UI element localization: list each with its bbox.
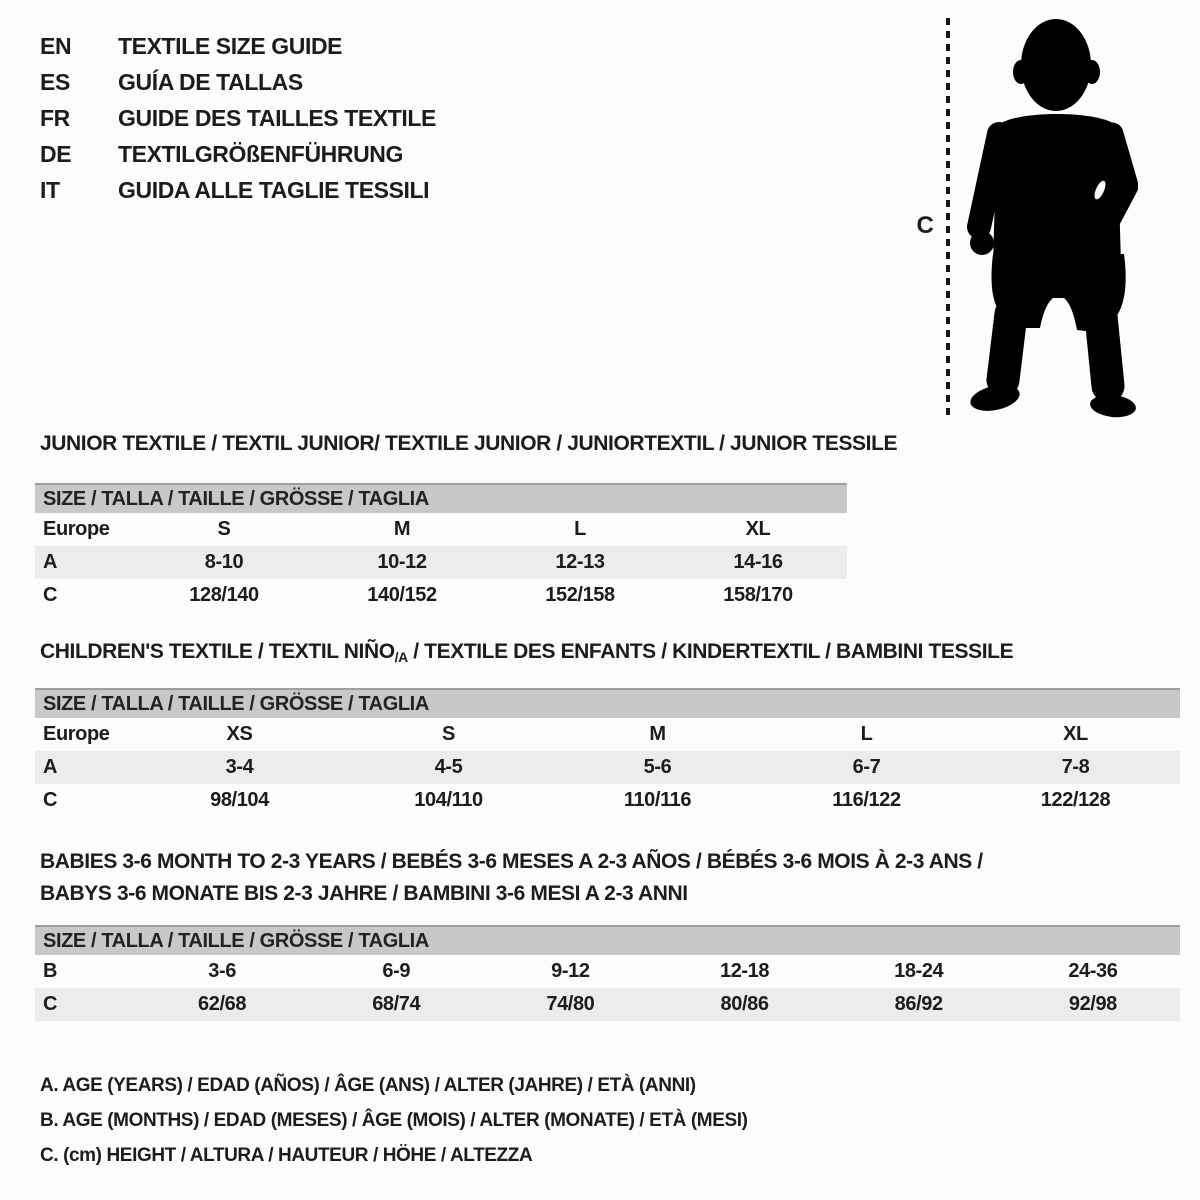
size-table-header-row [35, 689, 1180, 718]
size-cell: 152/158 [545, 584, 615, 606]
size-cell: 104/110 [414, 789, 483, 811]
size-cell: 68/74 [309, 988, 483, 1021]
measure-label-c: C [916, 212, 934, 239]
table-row [35, 955, 1180, 988]
table-row [35, 784, 1180, 817]
language-row-en [40, 28, 436, 64]
language-row-de [40, 136, 436, 172]
size-cell: L [574, 518, 586, 540]
size-cell: 18-24 [894, 960, 944, 982]
language-code: IT [40, 176, 60, 203]
size-cell: 5-6 [553, 751, 762, 784]
size-table-header: SIZE / TALLA / TAILLE / GRÖSSE / TAGLIA [35, 926, 1180, 955]
size-cell: 92/98 [1006, 988, 1180, 1021]
size-cell: 116/122 [832, 789, 901, 811]
babies-size-table [35, 925, 1180, 1021]
legend-line-c: C. (cm) HEIGHT / ALTURA / HAUTEUR / HÖHE / ALTEZZA [40, 1145, 533, 1166]
size-cell: 80/86 [657, 988, 831, 1021]
language-code: EN [40, 32, 72, 59]
size-cell: 14-16 [669, 546, 847, 579]
babies-section-title [40, 846, 983, 910]
legend-line-a: A. AGE (YEARS) / EDAD (AÑOS) / ÂGE (ANS) / ALTER (JAHRE) / ETÀ (ANNI) [40, 1075, 696, 1096]
children-title-subscript: /A [394, 649, 408, 665]
row-label: Europe [43, 723, 110, 745]
size-table-header: SIZE / TALLA / TAILLE / GRÖSSE / TAGLIA [35, 484, 847, 513]
height-measure-dashed-line [946, 18, 950, 416]
row-label: C [35, 988, 135, 1021]
table-row [35, 751, 1180, 784]
size-cell: 158/170 [723, 584, 793, 606]
children-title-text: CHILDREN'S TEXTILE / TEXTIL NIÑO [40, 640, 395, 663]
size-cell: 140/152 [367, 584, 437, 606]
size-cell: S [217, 518, 231, 540]
size-cell: M [393, 518, 411, 540]
language-row-fr [40, 100, 436, 136]
row-label: A [35, 546, 135, 579]
size-cell: 74/80 [483, 988, 657, 1021]
size-cell: 12-18 [719, 960, 770, 982]
junior-section-title: JUNIOR TEXTILE / TEXTIL JUNIOR/ TEXTILE JUNIOR / JUNIORTEXTIL / JUNIOR TESSILE [40, 432, 898, 455]
size-table-header-row [35, 926, 1180, 955]
language-row-es [40, 64, 436, 100]
junior-size-table [35, 483, 847, 612]
size-cell: 24-36 [1068, 960, 1118, 982]
size-cell: 4-5 [344, 751, 553, 784]
size-cell: 98/104 [210, 789, 269, 811]
size-cell: L [860, 723, 873, 745]
language-title-list [40, 28, 436, 208]
table-row [35, 988, 1180, 1021]
language-code: DE [40, 140, 72, 167]
measurement-legend [40, 1068, 748, 1173]
size-cell: S [442, 723, 455, 745]
size-cell: 9-12 [551, 960, 590, 982]
size-cell: XL [745, 518, 771, 540]
children-section-title [40, 640, 1013, 665]
size-cell: XS [226, 723, 253, 745]
row-label: Europe [43, 518, 110, 540]
size-cell: 62/68 [135, 988, 309, 1021]
size-cell: XL [1063, 723, 1088, 745]
babies-title-line-2: BABYS 3-6 MONATE BIS 2-3 JAHRE / BAMBINI 3-6 MESI A 2-3 ANNI [40, 882, 688, 905]
language-label: GUÍA DE TALLAS [118, 68, 303, 95]
language-label: TEXTILGRÖßENFÜHRUNG [118, 140, 403, 167]
table-row [35, 513, 847, 546]
row-label: C [43, 789, 58, 811]
toddler-silhouette-icon [963, 14, 1138, 419]
language-label: TEXTILE SIZE GUIDE [118, 32, 343, 59]
row-label: C [43, 584, 58, 606]
table-row [35, 579, 847, 612]
size-cell: 110/116 [623, 789, 692, 811]
table-row [35, 546, 847, 579]
table-row [35, 718, 1180, 751]
size-cell: 86/92 [832, 988, 1006, 1021]
legend-line-b: B. AGE (MONTHS) / EDAD (MESES) / ÂGE (MOIS) / ALTER (MONATE) / ETÀ (MESI) [40, 1110, 748, 1131]
row-label: A [35, 751, 135, 784]
size-cell: M [649, 723, 666, 745]
size-table-header: SIZE / TALLA / TAILLE / GRÖSSE / TAGLIA [35, 689, 1180, 718]
size-cell: 6-9 [382, 960, 411, 982]
language-label: GUIDA ALLE TAGLIE TESSILI [118, 176, 430, 203]
language-code: FR [40, 104, 70, 131]
size-cell: 10-12 [313, 546, 491, 579]
children-size-table [35, 688, 1180, 817]
size-cell: 6-7 [762, 751, 971, 784]
size-cell: 128/140 [189, 584, 259, 606]
size-cell: 122/128 [1040, 789, 1111, 811]
size-cell: 8-10 [135, 546, 313, 579]
language-label: GUIDE DES TAILLES TEXTILE [118, 104, 436, 131]
size-cell: 3-6 [208, 960, 236, 982]
size-table-header-row [35, 484, 847, 513]
language-row-it [40, 172, 436, 208]
size-cell: 7-8 [971, 751, 1180, 784]
size-cell: 3-4 [135, 751, 344, 784]
babies-title-line-1: BABIES 3-6 MONTH TO 2-3 YEARS / BEBÉS 3-6 MESES A 2-3 AÑOS / BÉBÉS 3-6 MOIS À 2-3 ANS / [40, 850, 983, 873]
size-cell: 12-13 [491, 546, 669, 579]
children-title-text: / TEXTILE DES ENFANTS / KINDERTEXTIL / BAMBINI TESSILE [407, 640, 1014, 663]
language-code: ES [40, 68, 70, 95]
row-label: B [43, 960, 58, 982]
